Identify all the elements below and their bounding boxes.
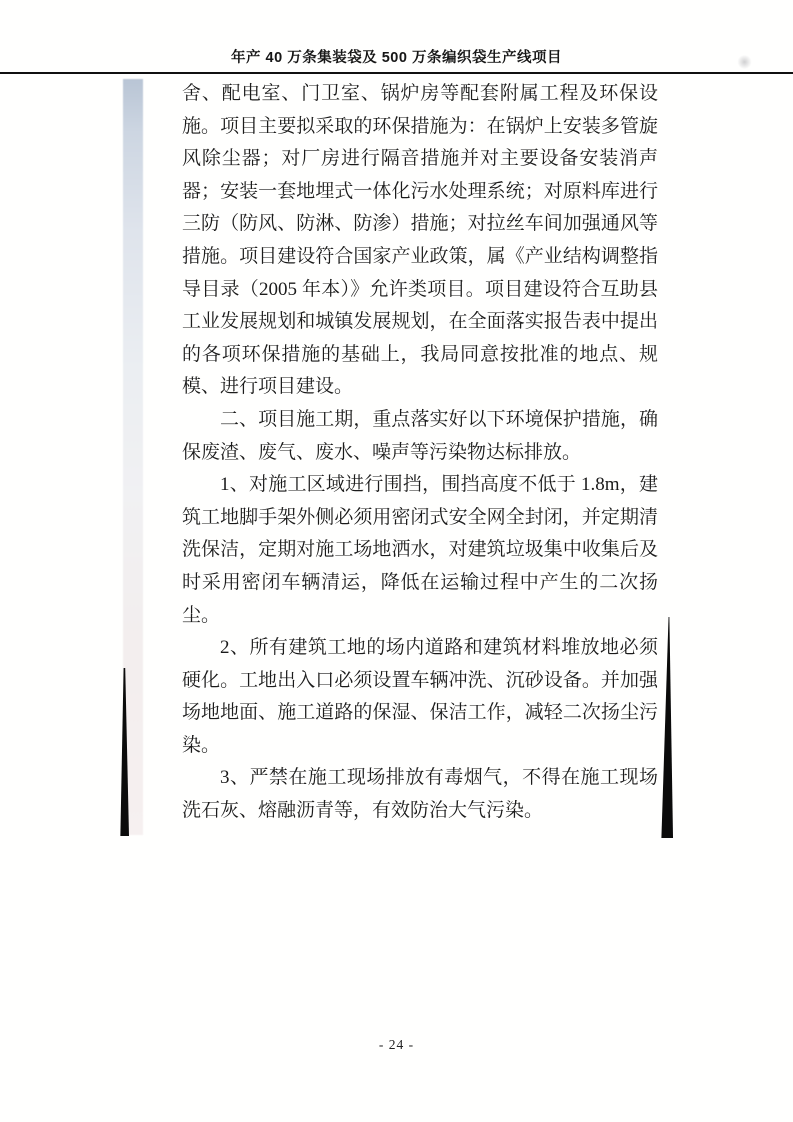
- paragraph-item-1: 1、对施工区域进行围挡，围挡高度不低于 1.8m，建筑工地脚手架外侧必须用密闭式安全网全封闭，并定期清洗保洁，定期对施工场地洒水，对建筑垃圾集中收集后及时采用密闭车辆清运，降低在运输过程中产生的二次扬尘。: [182, 474, 658, 626]
- paragraph-item-2: 2、所有建筑工地的场内道路和建筑材料堆放地必须硬化。工地出入口必须设置车辆冲洗、沉砂设备。并加强场地地面、施工道路的保湿、保洁工作，减轻二次扬尘污染。: [182, 637, 658, 756]
- scan-artifact-right-crease-line: [660, 617, 674, 838]
- document-body: [182, 78, 658, 828]
- paragraph-item-3: 3、严禁在施工现场排放有毒烟气，不得在施工现场洗石灰、熔融沥青等，有效防治大气污染。: [182, 767, 658, 822]
- paragraph-continuation: 舍、配电室、门卫室、锅炉房等配套附属工程及环保设施。项目主要拟采取的环保措施为：在锅炉上安装多管旋风除尘器；对厂房进行隔音措施并对主要设备安装消声器；安装一套地埋式一体化污水处理系统；对原料库进行三防（防风、防淋、防渗）措施；对拉丝车间加强通风等措施。项目建设符合国家产业政策，属《产业结构调整指导目录（2005 年本）》允许类项目。项目建设符合互助县工业发展规划和城镇发展规划，在全面落实报告表中提出的各项环保措施的基础上，我局同意按批准的地点、规模、进行项目建设。: [182, 83, 658, 398]
- page-number: - 24 -: [378, 1037, 415, 1052]
- paragraph-section-2: 二、项目施工期，重点落实好以下环境保护措施，确保废渣、废气、废水、噪声等污染物达标排放。: [182, 408, 658, 463]
- header-rule: [0, 72, 793, 74]
- page-header-title: 年产 40 万条集装袋及 500 万条编织袋生产线项目: [231, 50, 562, 66]
- scan-speck: [737, 55, 752, 69]
